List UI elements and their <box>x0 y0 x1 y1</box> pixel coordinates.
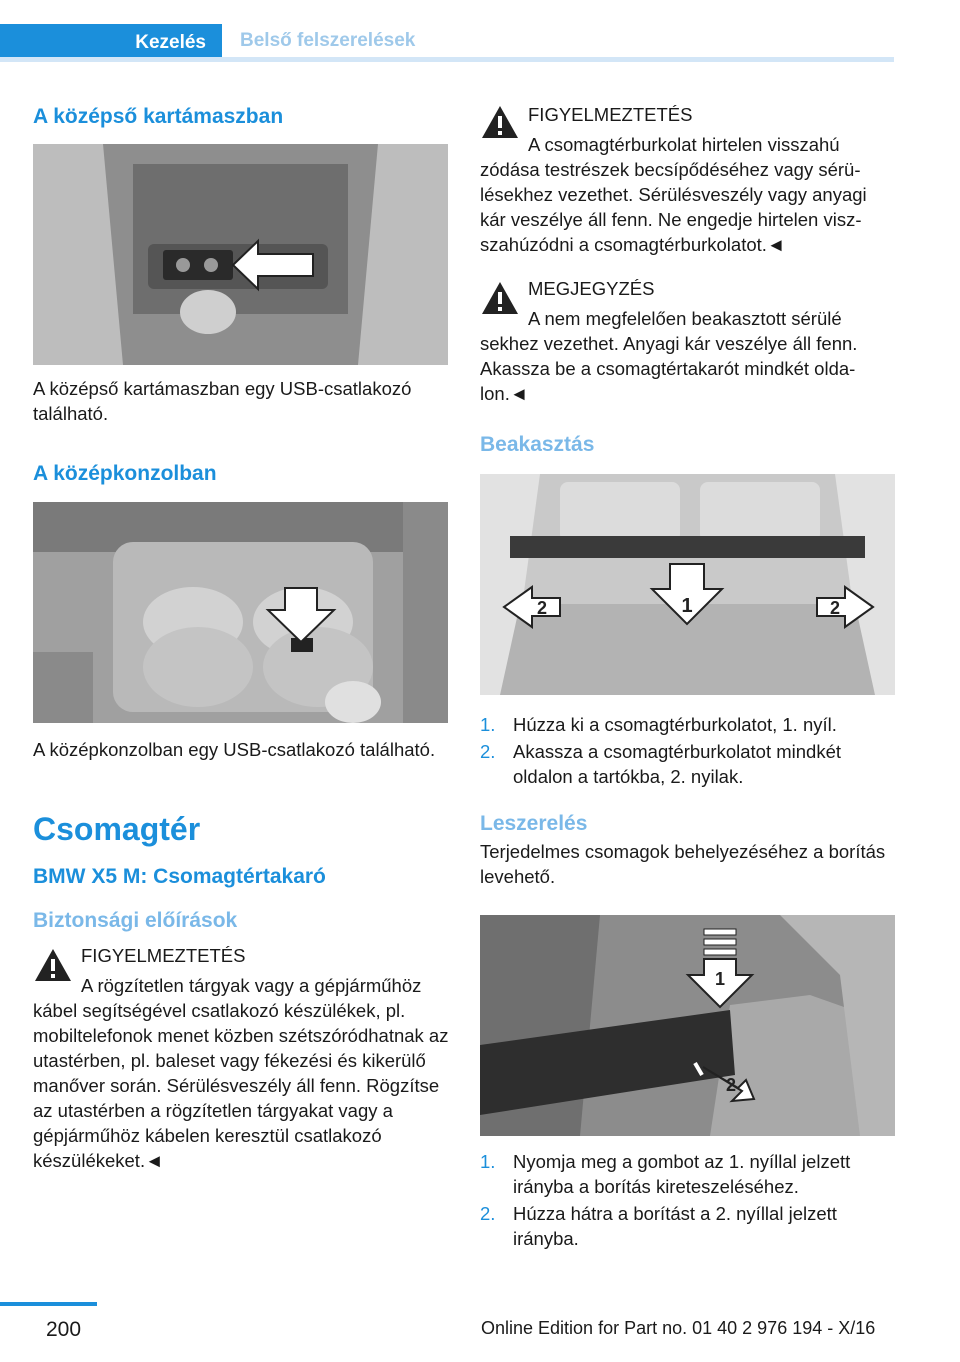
heading-safety: Biztonsági előírások <box>33 909 238 932</box>
step-number: 1. <box>480 1151 496 1172</box>
note-text-first: A nem megfelelően beakasztott sérülé <box>528 308 842 329</box>
heading-center-console: A középkonzolban <box>33 462 217 485</box>
warning-text-first: A csomagtérburkolat hirtelen visszahú <box>528 134 840 155</box>
warning-block-left <box>33 943 449 1173</box>
list-item <box>480 1149 896 1199</box>
edition-note: Online Edition for Part no. 01 40 2 976 194 - X/16 <box>481 1318 876 1338</box>
armrest-usb-photo <box>33 144 448 365</box>
header-divider <box>0 57 894 62</box>
leszereles-text: Terjedelmes csomagok behelyezéséhez a borítás levehető. <box>480 841 886 887</box>
warning-triangle-icon <box>33 947 73 983</box>
heading-leszereles: Leszerelés <box>480 812 588 835</box>
center-console-usb-photo <box>33 502 448 723</box>
step-number: 1. <box>480 714 496 735</box>
heading-beakasztas: Beakasztás <box>480 433 595 456</box>
step-text: Akassza a csomagtérburkolatot mindkét oldalon a tartókba, 2. nyilak. <box>513 741 842 787</box>
step-text: Nyomja meg a gombot az 1. nyíllal jelzett irányba a borítás kireteszeléséhez. <box>513 1151 851 1197</box>
center-console-text: A középkonzolban egy USB-csatlakozó található. <box>33 739 436 760</box>
list-item <box>480 739 896 789</box>
note-block <box>480 276 896 406</box>
armrest-text: A középső kartámaszban egy USB-csatlakozó található. <box>33 378 412 424</box>
note-label: MEGJEGYZÉS <box>528 278 655 299</box>
step-text: Húzza ki a csomagtérburkolatot, 1. nyíl. <box>513 714 837 735</box>
warning-label: FIGYELMEZTETÉS <box>528 104 693 125</box>
figure-arrow-label: 2 <box>536 598 548 618</box>
right-column <box>480 100 896 1253</box>
warning-text-rest: kábel segítségével csatlakozó készülékek, pl. mobiltelefonok menet közben szétszóródhatnak az utastérben, pl. baleset vagy fékezési és kikerülő manőver során. Sérülésveszély áll fenn. Rögzítse az utastérben a rögzítetlen tárgyakat vagy a gépjárműhöz kábelen keresztül csatlakozó készülékeket.◄ <box>33 1000 449 1171</box>
tab-belso-felszerelesek[interactable]: Belső felszerelések <box>240 29 416 51</box>
footer-accent-line <box>0 1302 97 1306</box>
page-number: 200 <box>46 1318 82 1341</box>
left-column <box>33 100 449 1173</box>
header-tabs <box>0 24 894 62</box>
figure-arrow-label: 1 <box>681 595 693 617</box>
list-item <box>480 712 896 737</box>
warning-label: FIGYELMEZTETÉS <box>81 945 246 966</box>
tab-kezeles[interactable]: Kezelés <box>0 24 222 62</box>
list-item <box>480 1201 896 1251</box>
figure-arrow-label: 2 <box>829 598 841 618</box>
remove-steps-list <box>480 1149 896 1251</box>
hook-steps-list <box>480 712 896 789</box>
heading-armrest: A középső kartámaszban <box>33 105 284 128</box>
note-text-rest: sekhez vezethet. Anyagi kár veszélye áll fenn. Akassza be a csomagtértakarót mindkét oldalon.◄ <box>480 333 858 404</box>
step-number: 2. <box>480 1203 496 1224</box>
warning-triangle-icon <box>480 280 520 316</box>
warning-text-rest: zódása testrészek becsípődéséhez vagy sérülésekhez vezethet. Sérülésveszély vagy anyagi kár veszélye áll fenn. Ne engedje hirtelen viszszahúzódni a csomagtérburkolatot.◄ <box>480 159 867 255</box>
warning-triangle-icon <box>480 104 520 140</box>
step-text: Húzza hátra a borítást a 2. nyíllal jelzett irányba. <box>513 1203 837 1249</box>
section-title-csomagter: Csomagtér <box>33 811 201 847</box>
cargo-cover-hook-photo <box>480 474 895 695</box>
step-number: 2. <box>480 741 496 762</box>
cargo-cover-removal-photo <box>480 915 895 1136</box>
warning-block-right <box>480 100 896 257</box>
heading-x5m-cover: BMW X5 M: Csomagtértakaró <box>33 865 326 888</box>
figure-arrow-label: 2 <box>725 1075 737 1095</box>
figure-arrow-label: 1 <box>714 969 726 989</box>
warning-text-first: A rögzítetlen tárgyak vagy a gépjárműhöz <box>81 975 422 996</box>
